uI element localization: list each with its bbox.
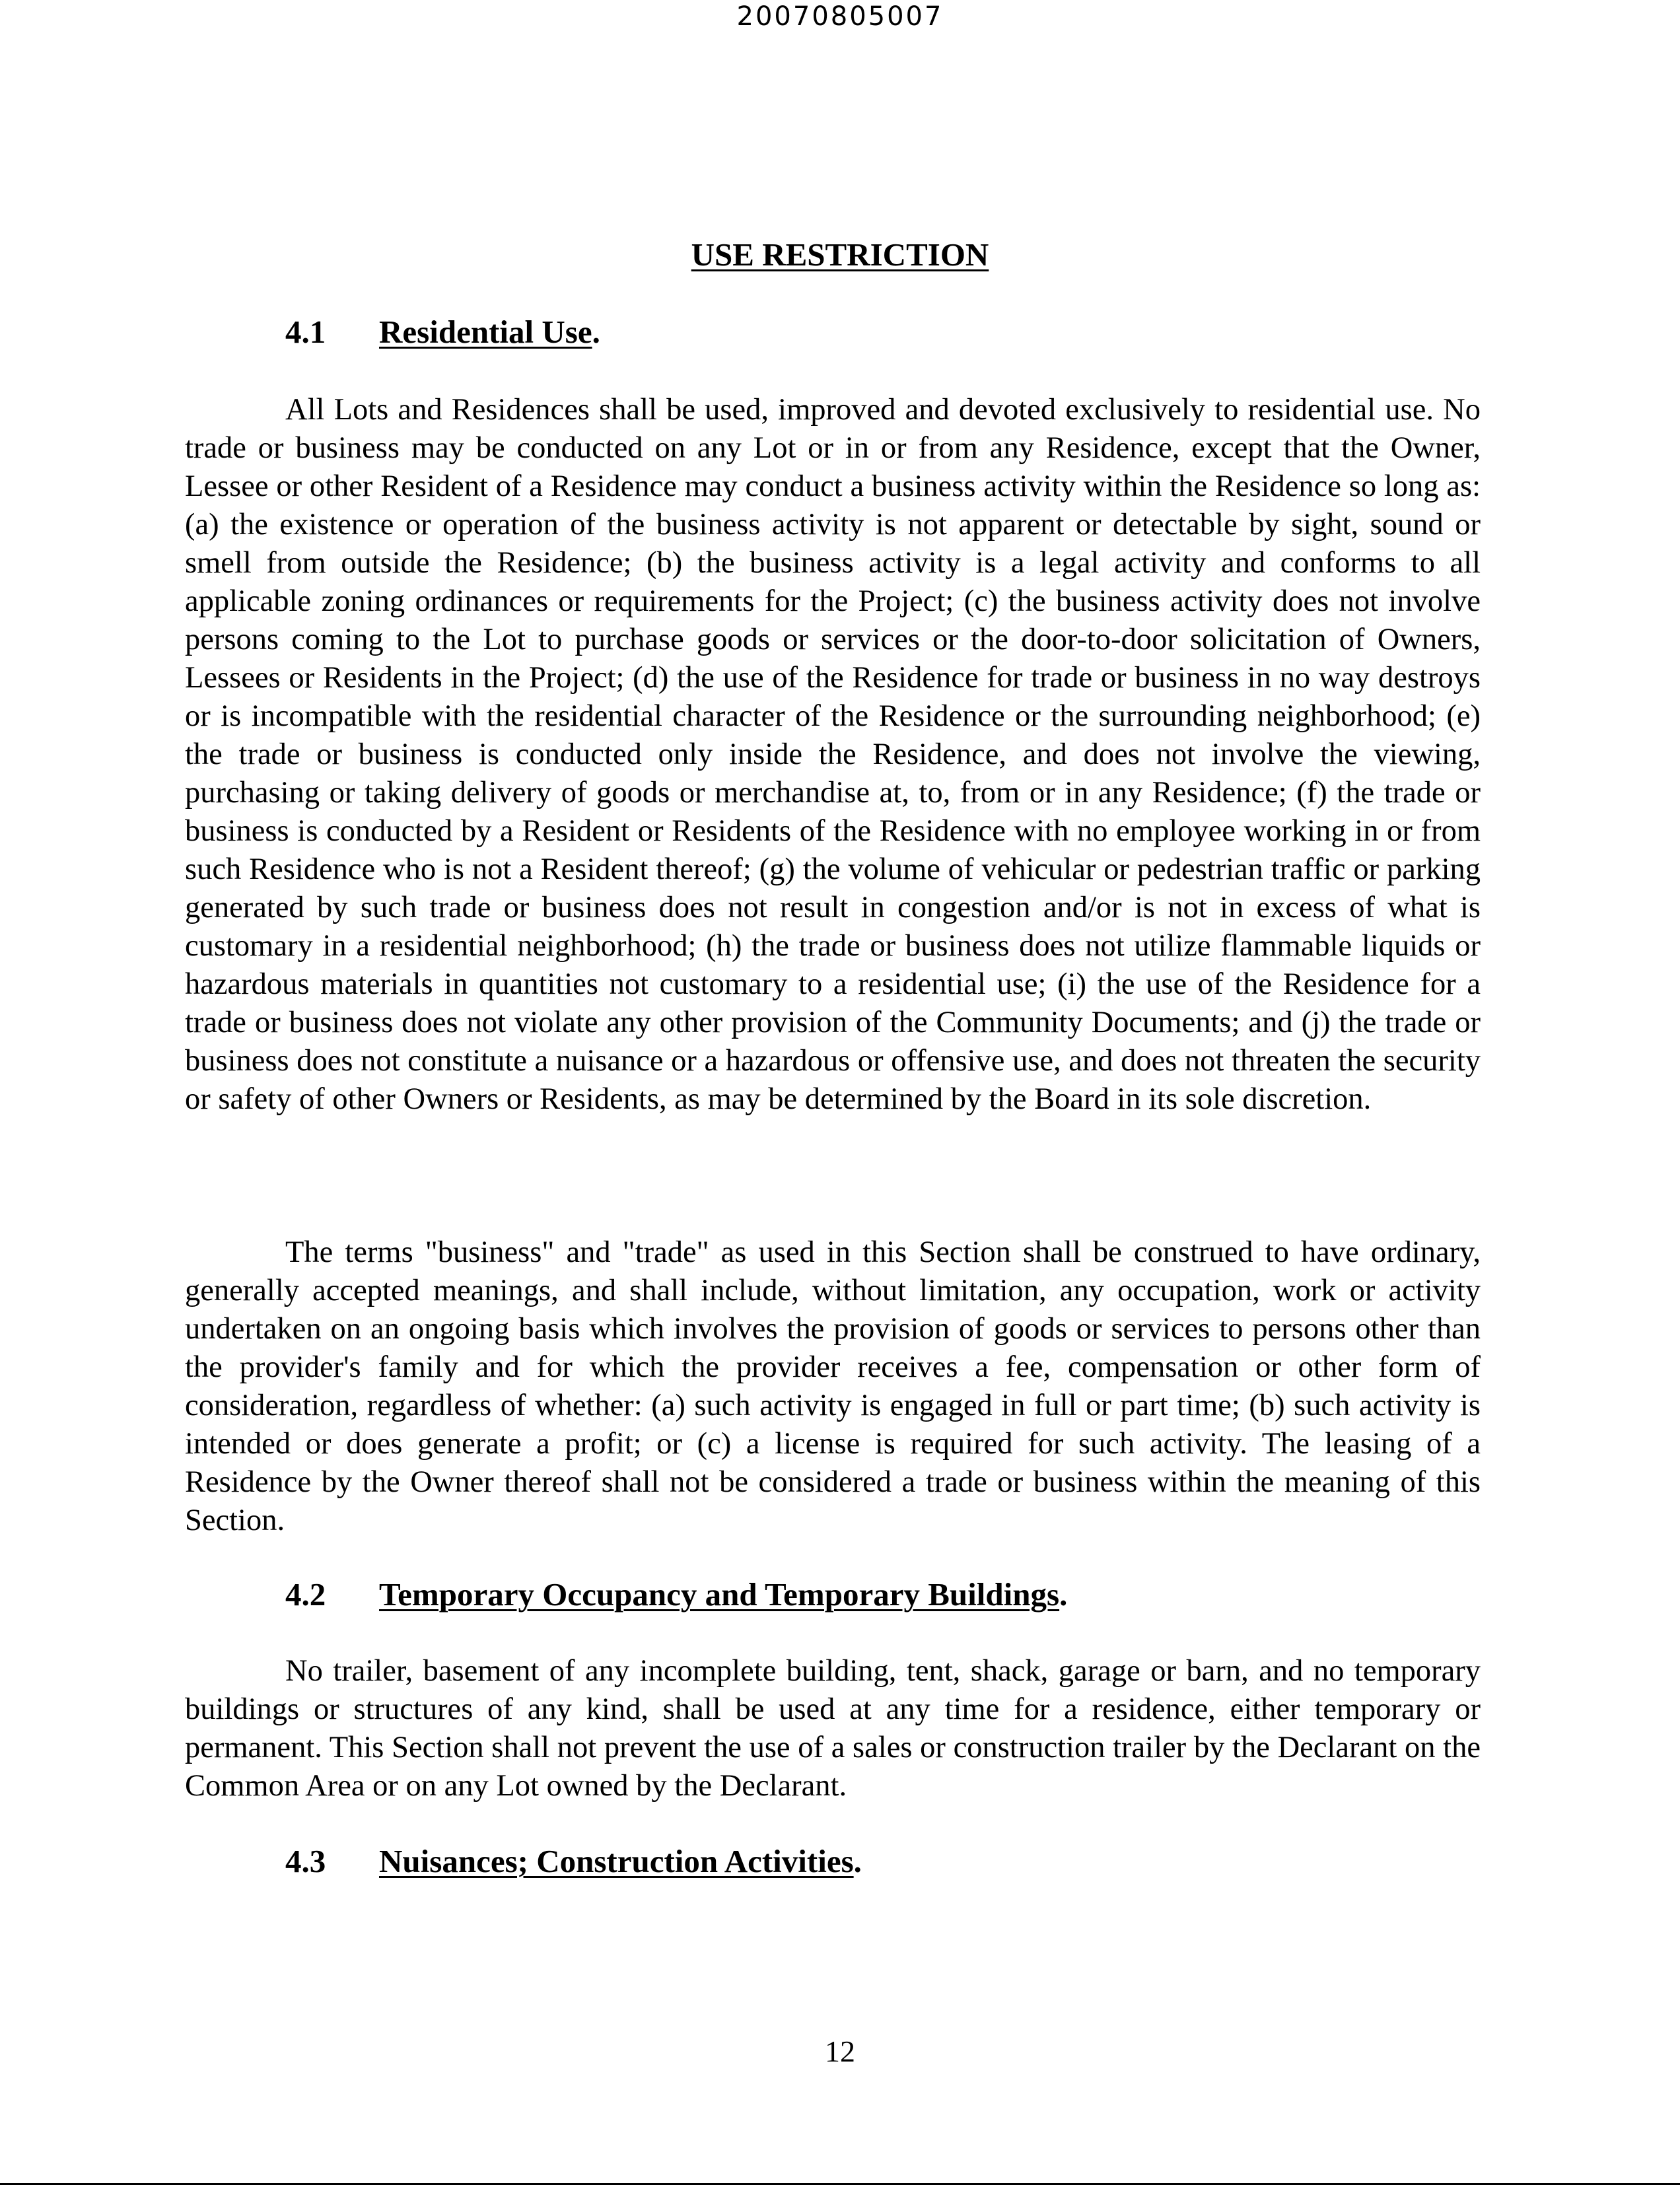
subsection-heading-4-1 [285,313,600,351]
section-title-text: USE RESTRICTION [691,236,989,273]
paragraph-residential-use: All Lots and Residences shall be used, improved and devoted exclusively to residential use. No trade or business may be conducted on any Lot or in or from any Residence, except that the Owner, Lessee or other Resident of a Residence may conduct a business activity within the Residence so long as: (a) the existence or operation of the business activity is not apparent or detectable by sight, sound or smell from outside the Residence; (b) the business activity is a legal activity and conforms to all applicable zoning ordinances or requirements for the Project; (c) the business activity does not involve persons coming to the Lot to purchase goods or services or the door-to-door solicitation of Owners, Lessees or Residents in the Project; (d) the use of the Residence for trade or business in no way destroys or is incompatible with the residential character of the Residence or the surrounding neighborhood; (e) the trade or business is conducted only inside the Residence, and does not involve the viewing, purchasing or taking delivery of goods or merchandise at, to, from or in any Residence; (f) the trade or business is conducted by a Resident or Residents of the Residence with no employee working in or from such Residence who is not a Resident thereof; (g) the volume of vehicular or pedestrian traffic or parking generated by such trade or business does not result in congestion and/or is not in excess of what is customary in a residential neighborhood; (h) the trade or business does not utilize flammable liquids or hazardous materials in quantities not customary to a residential use; (i) the use of the Residence for a trade or business does not violate any other provision of the Community Documents; and (j) the trade or business does not constitute a nuisance or a hazardous or offensive use, and does not threaten the security or safety of other Owners or Residents, as may be determined by the Board in its sole discretion. [185,393,1481,1116]
subsection-period: . [1059,1576,1068,1613]
subsection-period: . [853,1843,862,1879]
subsection-heading-4-2 [285,1576,1067,1613]
section-title [0,236,1680,273]
subsection-heading-4-3 [285,1842,862,1880]
subsection-title: Residential Use [379,314,592,350]
subsection-title: Nuisances; Construction Activities [379,1843,854,1879]
subsection-number: 4.2 [285,1576,326,1613]
subsection-title: Temporary Occupancy and Temporary Buildings [379,1576,1060,1613]
subsection-number: 4.3 [285,1843,326,1879]
subsection-number: 4.1 [285,314,326,350]
subsection-period: . [592,314,600,350]
paragraph-temporary-buildings: No trailer, basement of any incomplete building, tent, shack, garage or barn, and no temporary buildings or structures of any kind, shall be used at any time for a residence, either temporary or permanent. This Section shall not prevent the use of a sales or construction trailer by the Declarant on the Common Area or on any Lot owned by the Declarant. [185,1654,1481,1803]
paragraph-business-trade-definition: The terms "business" and "trade" as used in this Section shall be construed to have ordinary, generally accepted meanings, and shall include, without limitation, any occupation, work or activity undertaken on an ongoing basis which involves the provision of goods or services to persons other than the provider's family and for which the provider receives a fee, compensation or other form of consideration, regardless of whether: (a) such activity is engaged in full or part time; (b) such activity is intended or does generate a profit; or (c) a license is required for such activity. The leasing of a Residence by the Owner thereof shall not be considered a trade or business within the meaning of this Section. [185,1235,1481,1537]
document-number: 20070805007 [736,1,944,32]
bottom-rule [0,2183,1680,2185]
page-number: 12 [825,2034,855,2068]
